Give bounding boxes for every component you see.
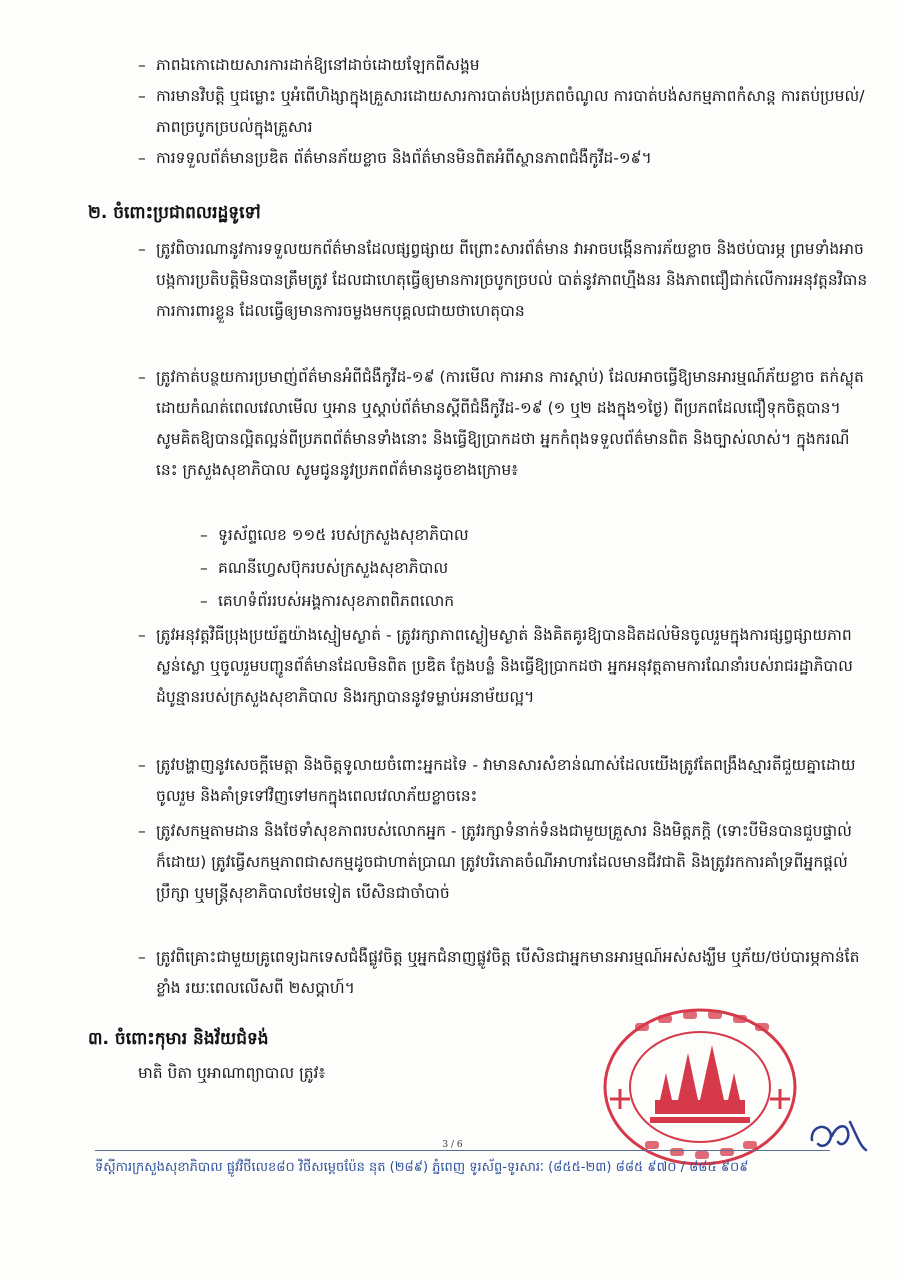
dash-bullet: –: [138, 240, 146, 258]
dash-bullet: –: [138, 56, 146, 74]
section-text: មាតិ បិតា ឬអាណាព្យាបាល ត្រូវ៖: [138, 1064, 326, 1082]
dash-bullet: –: [200, 526, 208, 544]
sub-list-item: – គណនីហ្វេសប៊ុករបស់ក្រសួងសុខាភិបាល: [200, 553, 860, 584]
page-number: 3 / 6: [442, 1140, 463, 1150]
list-item: – ភាពឯកោដោយសារការដាក់ឱ្យនៅដាច់ដោយឡែកពីសង្គម: [138, 50, 868, 81]
sub-list-item: – ទូរស័ព្ទលេខ ១១៥ របស់ក្រសួងសុខាភិបាល: [200, 520, 860, 551]
list-item: – ត្រូវពិគ្រោះជាមួយគ្រូពេទ្យឯកទេសជំងឺផ្លូវចិត្ត ឬអ្នកជំនាញផ្លូវចិត្ត បើសិនជាអ្នកមានអារម្មណ៍អស់សង្ឃឹម ឬភ័យ/ថប់បារម្ភកាន់តែខ្លាំង រយៈពេលលើសពី ២សប្តាហ៍។: [138, 942, 868, 1004]
list-item: – ត្រូវពិចារណានូវការទទួលយកព័ត៌មានដែលផ្សព្វផ្សាយ ពីព្រោះសារព័ត៌មាន វាអាចបង្កើនការភ័យខ្លាច និងថប់បារម្ភ ព្រមទាំងអាចបង្កការប្រតិបត្តិមិនបានត្រឹមត្រូវ ដែលជាហេតុធ្វើឲ្យមានការច្របូកច្របល់ បាត់នូវភាពហ្មឹងនរ និងភាពជឿជាក់លើការអនុវត្តនវិធានការការពារខ្លួន ដែលធ្វើឲ្យមានការចម្លងមកបុគ្គលជាយថាហេតុបាន: [138, 234, 868, 327]
dash-bullet: –: [138, 948, 146, 966]
sub-list-item: – គេហទំព័ររបស់អង្គការសុខភាពពិភពលោក: [200, 586, 860, 617]
list-item: – ត្រូវកាត់បន្ថយការប្រមាញ់ព័ត៌មានអំពីជំងឺកូវីដ-១៩ (ការមើល ការអាន ការស្តាប់) ដែលអាចធ្វើឱ្យមានអារម្មណ៍ភ័យខ្លាច តក់ស្លុត ដោយកំណត់ពេលវេលាមើល ឬអាន ឬស្តាប់ព័ត៌មានស្តីពីជំងឺកូវីដ-១៩ (១ ឬ២ ដងក្នុង១ថ្ងៃ) ពីប្រភពដែលជឿទុកចិត្តបាន។ សូមគិតឱ្យបានល្អិតល្អន់ពីប្រភពព័ត៌មានទាំងនោះ និងធ្វើឱ្យប្រាកដថា អ្នកកំពុងទទួលព័ត៌មានពិត និងច្បាស់លាស់។ ក្នុងករណីនេះ ក្រសួងសុខាភិបាល សូមជូននូវប្រភពព័ត៌មានដូចខាងក្រោម៖: [138, 362, 868, 486]
list-item: – ការមានវិបត្តិ ឬជម្លោះ ឬអំពើហិង្សាក្នុងគ្រួសារដោយសារការបាត់បង់ប្រភពចំណូល ការបាត់បង់សកម្មភាពកំសាន្ត ការតប់ប្រមល់/ភាពច្របូកច្របល់ក្នុងគ្រួសារ: [138, 81, 868, 143]
dash-bullet: –: [138, 368, 146, 386]
dash-bullet: –: [138, 822, 146, 840]
list-item: – ការទទួលព័ត៌មានប្រឌិត ព័ត៌មានភ័យខ្លាច និងព័ត៌មានមិនពិតអំពីស្ថានភាពជំងឺកូវីដ-១៩។: [138, 143, 868, 174]
section-heading: ៣. ចំពោះកុមារ និងវ័យជំទង់: [88, 1029, 269, 1049]
dash-bullet: –: [138, 756, 146, 774]
dash-bullet: –: [138, 626, 146, 644]
dash-bullet: –: [138, 87, 146, 105]
list-item: – ត្រូវបង្ហាញនូវសេចក្តីមេត្តា និងចិត្តទូលាយចំពោះអ្នកដទៃ - វាមានសារសំខាន់ណាស់ដែលយើងត្រូវតែពង្រឹងស្មារតីជួយគ្នាដោយចូលរួម និងគាំទ្រទៅវិញទៅមកក្នុងពេលវេលាភ័យខ្លាចនេះ: [138, 750, 868, 812]
section-heading: ២. ចំពោះប្រជាពលរដ្ឋទូទៅ: [88, 203, 261, 223]
dash-bullet: –: [200, 592, 208, 610]
dash-bullet: –: [200, 559, 208, 577]
footer-divider: [95, 1150, 830, 1151]
footer-address: ទីស្តីការក្រសួងសុខាភិបាល ផ្លូវវិថីលេខ៨០ វិថីសម្តេចប៉ែន នុត (២៨៩) ភ្នំពេញ ទូរស័ព្ទ-ទូរសារៈ (៨៥៥-២៣) ៨៨៥ ៩៧០ / ៨៨៤ ៩០៩: [95, 1160, 749, 1175]
list-item: – ត្រូវអនុវត្តវិធីប្រុងប្រយ័ត្នយ៉ាងស្មៀមស្ងាត់ - ត្រូវរក្សាភាពស្ងៀមស្ងាត់ និងគិតគូរឱ្យបានដិតដល់មិនចូលរួមក្នុងការផ្សព្វផ្សាយភាពស្លន់ស្លោ ឬចូលរួមបញ្ជូនព័ត៌មានដែលមិនពិត ប្រឌិត ក្លែងបន្លំ និងធ្វើឱ្យប្រាកដថា អ្នកអនុវត្តតាមការណែនាំរបស់រាជរដ្ឋាភិបាល ដំបូន្មានរបស់ក្រសួងសុខាភិបាល និងរក្សាបាននូវទម្លាប់អនាម័យល្អ។: [138, 620, 868, 713]
dash-bullet: –: [138, 149, 146, 167]
list-item: – ត្រូវសកម្មតាមដាន និងថែទាំសុខភាពរបស់លោកអ្នក - ត្រូវរក្សាទំនាក់ទំនងជាមួយគ្រួសារ និងមិត្តភក្តិ (ទោះបីមិនបានជួបផ្ទាល់ក៏ដោយ) ត្រូវធ្វើសកម្មភាពជាសកម្មដូចជាហាត់ប្រាណ ត្រូវបរិភោគចំណីអាហារដែលមានជីវជាតិ និងត្រូវរកការគាំទ្រពីអ្នកផ្តល់ប្រឹក្សា ឬមន្ត្រីសុខាភិបាលថែមទៀត បើសិនជាចាំបាច់: [138, 816, 868, 909]
